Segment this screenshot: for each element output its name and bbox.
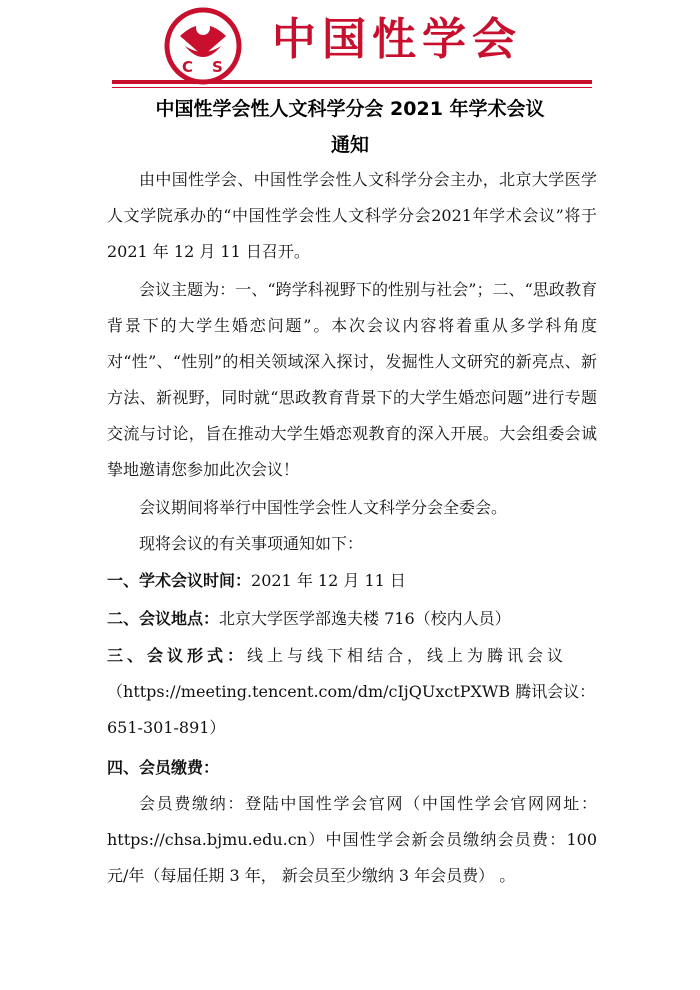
letterhead (0, 0, 700, 90)
paragraph-committee: 会议期间将举行中国性学会性人文科学分会全委会。 (139, 498, 508, 517)
chsa-website-link[interactable]: https://chsa.bjmu.edu.cn (107, 830, 308, 849)
item-place (107, 601, 597, 637)
item-place-label: 二、会议地点： (107, 609, 220, 628)
paragraph-theme: 会议主题为：一、“跨学科视野下的性别与社会”；二、“思政教育背景下的大学生婚恋问题”。本次会议内容将着重从多学科角度对“性”、“性别”的相关领域深入探讨，发掘性人文研究的新亮点、新方法、新视野，同时就“思政教育背景下的大学生婚恋问题”进行专题交流与讨论，旨在推动大学生婚恋观教育的深入开展。大会组委会诚挚地邀请您参加此次会议！ (107, 280, 597, 479)
document-subtitle: 通知 (330, 134, 369, 156)
item-time-label: 一、学术会议时间： (107, 571, 252, 590)
logo-letter-s: S (212, 58, 223, 76)
item-format-label: 三、会议形式： (107, 646, 248, 665)
paragraph-fee (107, 786, 597, 894)
item-format-link-prefix: （ (107, 682, 124, 701)
paragraph-intro: 由中国性学会、中国性学会性人文科学分会主办，北京大学医学人文学院承办的“中国性学会性人文科学分会2021年学术会议”将于 2021 年 12 月 11 日召开。 (107, 170, 597, 261)
header-rule-thick (112, 80, 592, 84)
org-name: 中国性学会 (272, 14, 522, 65)
fee-text-suffix: ）中国性学会新会员缴纳会员费：100 元/年（每届任期 3 年， 新会员至少缴纳 3 年会员费） 。 (107, 830, 597, 885)
item-time (107, 563, 597, 599)
item-format-value: 线上与线下相结合，线上为腾讯会议 (247, 646, 568, 665)
item-time-value: 2021 年 12 月 11 日 (251, 571, 406, 590)
tencent-meeting-link[interactable]: https://meeting.tencent.com/dm/cIjQUxctPXWB (123, 682, 511, 701)
item-format (107, 638, 597, 746)
item-place-value: 北京大学医学部逸夫楼 716（校内人员） (219, 609, 511, 628)
item-fee-label: 四、会员缴费： (107, 758, 220, 777)
document-title: 中国性学会性人文科学分会 2021 年学术会议 (155, 98, 545, 120)
meeting-id: 651-301-891） (107, 718, 226, 737)
item-format-link-suffix: 腾讯会议： (510, 682, 596, 701)
item-fee (107, 750, 597, 786)
header-rule-thin (112, 87, 592, 88)
paragraph-notice-intro: 现将会议的有关事项通知如下： (139, 534, 364, 553)
logo-letter-c: C (182, 58, 194, 76)
fee-text-prefix: 会员费缴纳：登陆中国性学会官网（中国性学会官网网址： (139, 794, 597, 813)
chsa-logo-icon (163, 6, 243, 86)
